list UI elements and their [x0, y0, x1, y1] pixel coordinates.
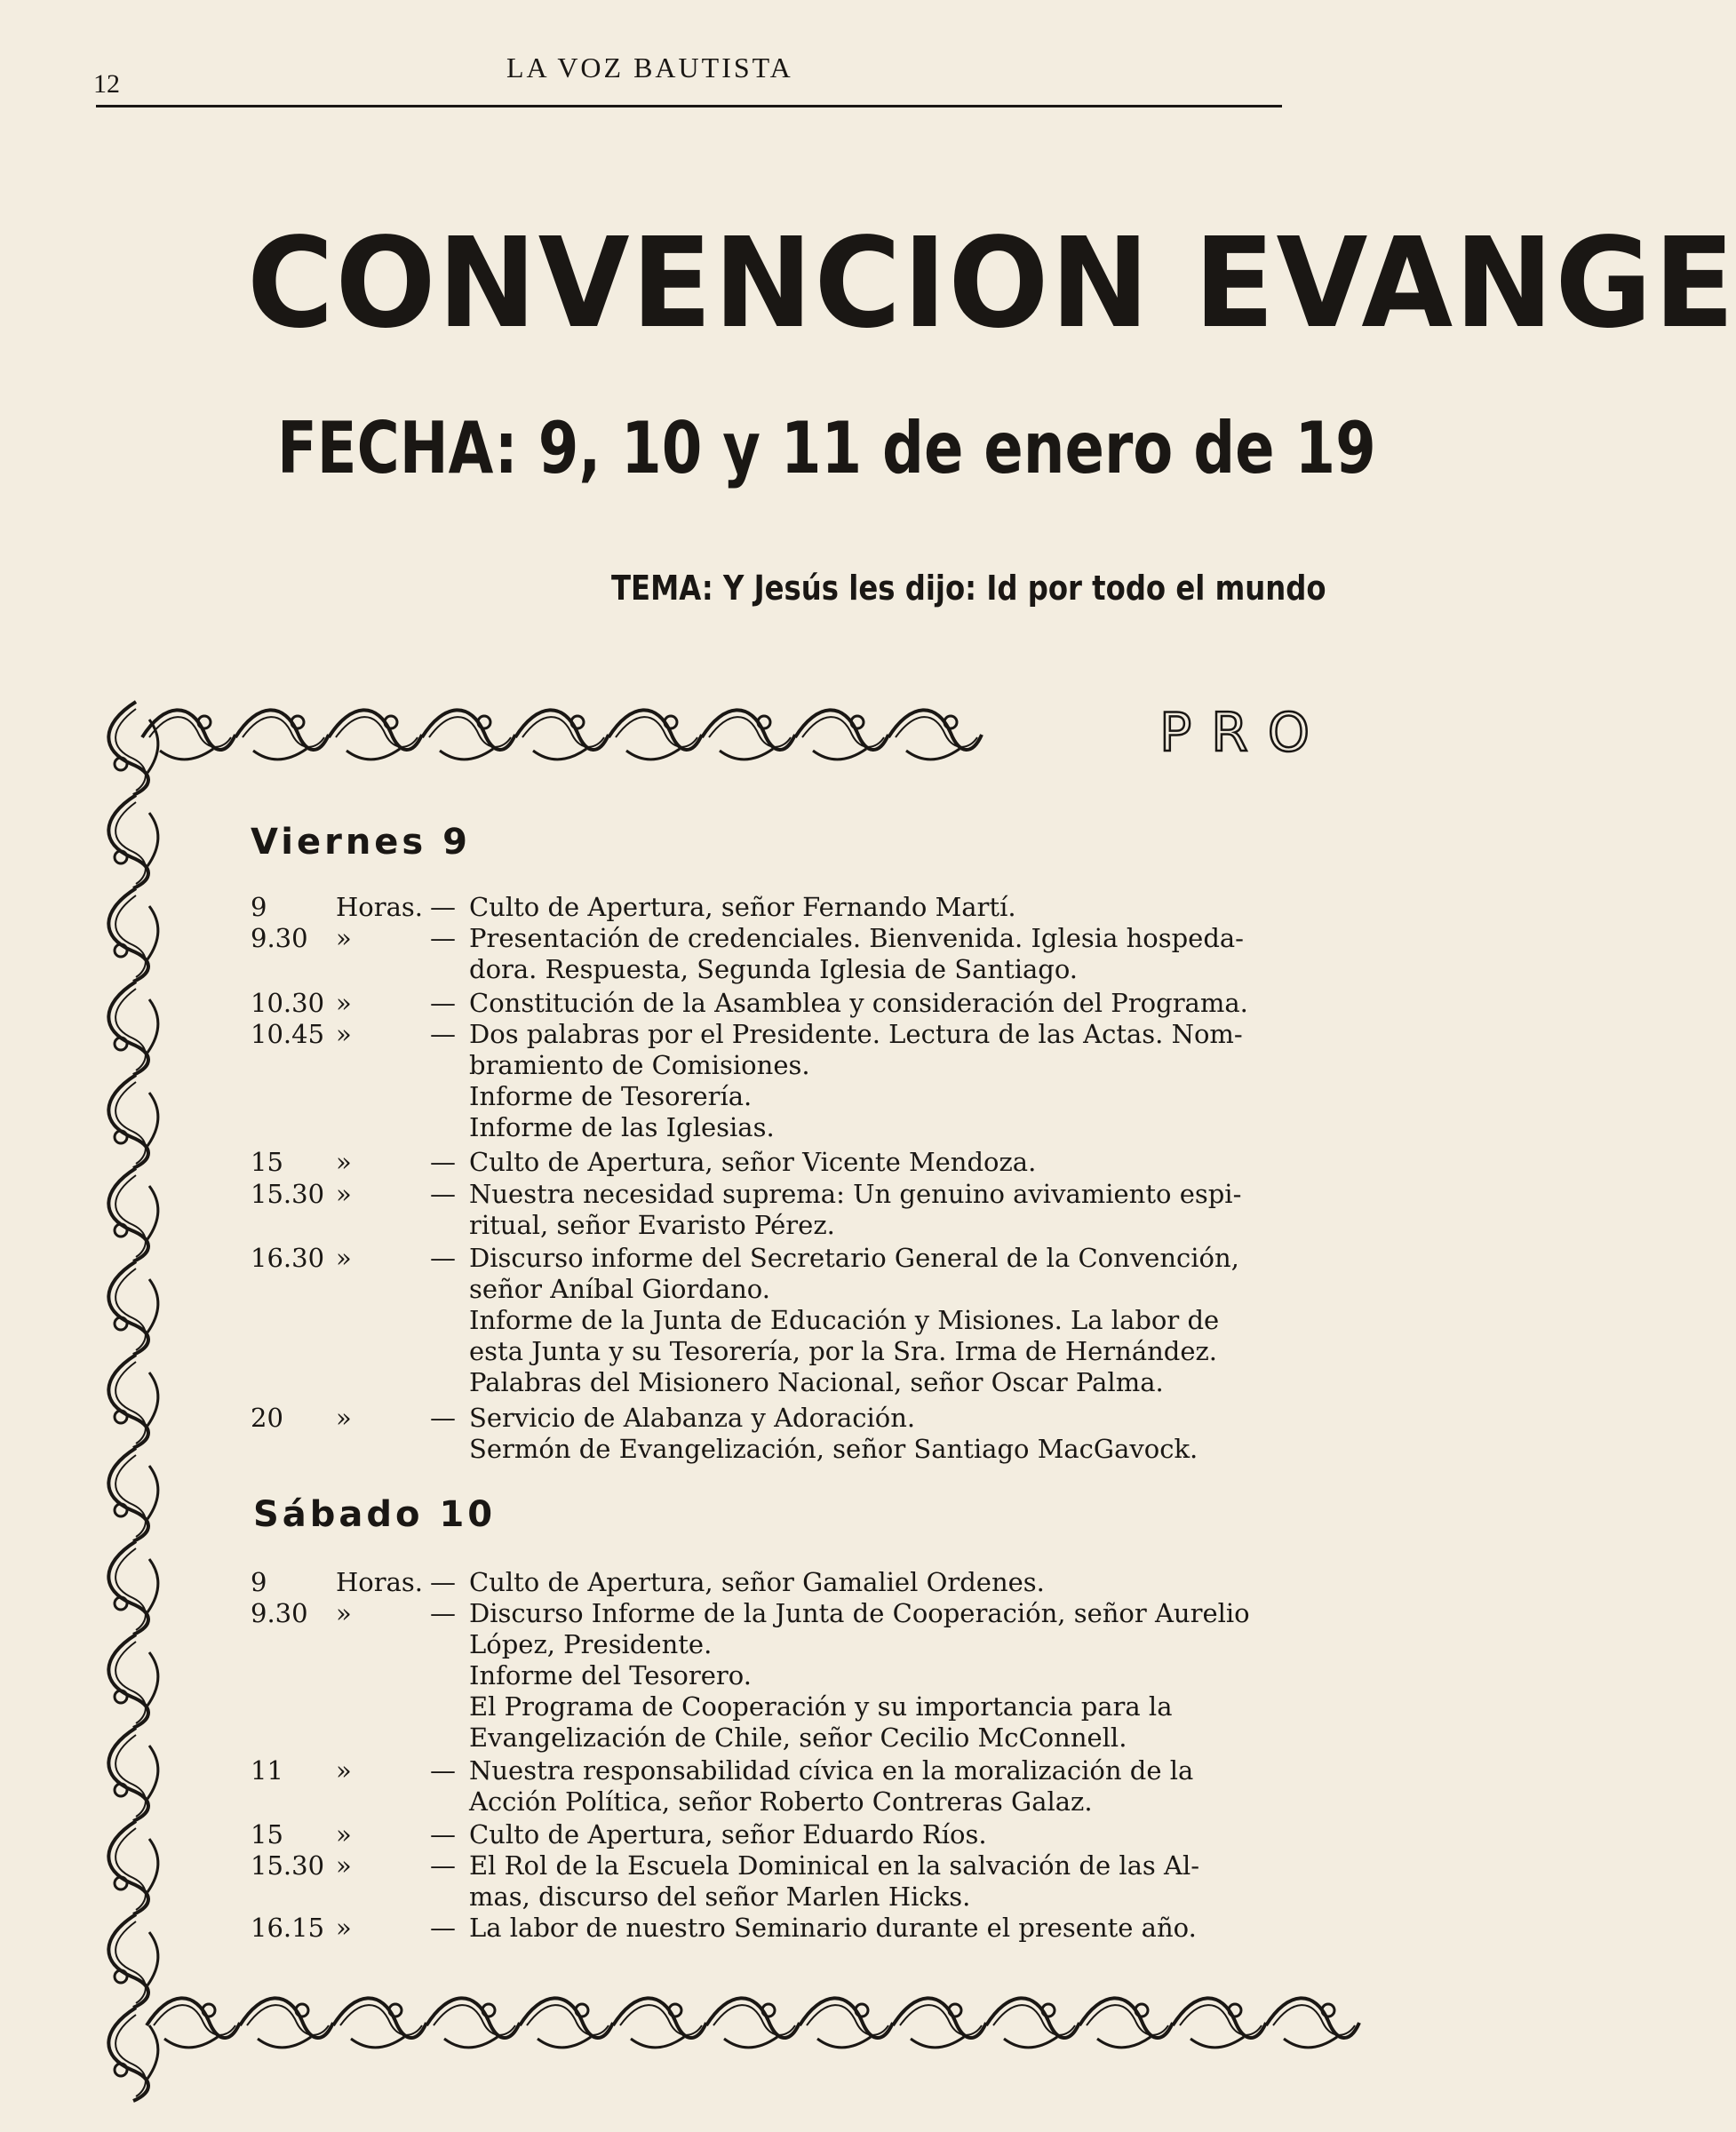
entry-unit: » [336, 923, 352, 953]
entry-line: Discurso Informe de la Junta de Cooperación, señor Aurelio [469, 1598, 1250, 1628]
entry-line: El Programa de Cooperación y su importancia para la [469, 1691, 1173, 1722]
entry-unit: » [336, 1598, 352, 1628]
day-heading: Viernes 9 [251, 822, 471, 863]
entry-line: Nuestra necesidad suprema: Un genuino avivamiento espi- [469, 1179, 1242, 1209]
entry-unit: » [336, 1755, 352, 1786]
entry-line: Servicio de Alabanza y Adoración. [469, 1403, 916, 1433]
entry-time: 15 [251, 1819, 283, 1850]
entry-unit: Horas. [336, 892, 424, 922]
entry-dash: — [430, 1147, 456, 1177]
entry-dash: — [430, 1598, 456, 1628]
entry-dash: — [430, 923, 456, 953]
entry-dash: — [430, 1850, 456, 1881]
entry-time: 11 [251, 1755, 283, 1786]
entry-line: bramiento de Comisiones. [469, 1050, 810, 1080]
entry-line: Dos palabras por el Presidente. Lectura de las Actas. Nom- [469, 1019, 1243, 1049]
entry-line: Palabras del Misionero Nacional, señor Oscar Palma. [469, 1367, 1164, 1397]
entry-unit: Horas. [336, 1567, 424, 1597]
entry-line: López, Presidente. [469, 1629, 713, 1659]
entry-dash: — [430, 892, 456, 922]
entry-time: 9 [251, 892, 267, 922]
entry-unit: » [336, 1403, 352, 1433]
entry-time: 10.45 [251, 1019, 325, 1049]
border-bottom [147, 1998, 1359, 2048]
entry-time: 9.30 [251, 1598, 308, 1628]
entry-dash: — [430, 1567, 456, 1597]
entry-line: Informe de la Junta de Educación y Misiones. La labor de [469, 1305, 1220, 1335]
entry-line: Culto de Apertura, señor Eduardo Ríos. [469, 1819, 987, 1850]
entry-line: Acción Política, señor Roberto Contreras Galaz. [469, 1786, 1093, 1817]
entry-line: Discurso informe del Secretario General de la Convención, [469, 1243, 1239, 1273]
border-left [108, 702, 158, 2101]
entry-time: 9.30 [251, 923, 308, 953]
entry-unit: » [336, 1179, 352, 1209]
entry-time: 16.15 [251, 1913, 325, 1943]
entry-line: ritual, señor Evaristo Pérez. [469, 1210, 835, 1240]
date-line: FECHA: 9, 10 y 11 de enero de 19 [277, 407, 1376, 489]
entry-unit: » [336, 1913, 352, 1943]
entry-unit: » [336, 1850, 352, 1881]
entry-line: Evangelización de Chile, señor Cecilio McConnell. [469, 1722, 1127, 1753]
entry-dash: — [430, 1819, 456, 1850]
page-title: CONVENCION EVANGE [247, 211, 1736, 356]
entry-unit: » [336, 988, 352, 1018]
entry-line: Culto de Apertura, señor Fernando Martí. [469, 892, 1016, 922]
entry-line: La labor de nuestro Seminario durante el presente año. [469, 1913, 1197, 1943]
entry-unit: » [336, 1819, 352, 1850]
entry-line: El Rol de la Escuela Dominical en la salvación de las Al- [469, 1850, 1200, 1881]
entry-line: Presentación de credenciales. Bienvenida. Iglesia hospeda- [469, 923, 1244, 953]
entry-time: 9 [251, 1567, 267, 1597]
entry-time: 15.30 [251, 1179, 325, 1209]
entry-line: dora. Respuesta, Segunda Iglesia de Santiago. [469, 954, 1079, 984]
entry-time: 15 [251, 1147, 283, 1177]
entry-dash: — [430, 1755, 456, 1786]
entry-line: Informe del Tesorero. [469, 1660, 752, 1690]
entry-dash: — [430, 1179, 456, 1209]
entry-line: Informe de Tesorería. [469, 1081, 753, 1111]
entry-line: Culto de Apertura, señor Gamaliel Ordenes. [469, 1567, 1045, 1597]
entry-dash: — [430, 1403, 456, 1433]
border-top [142, 710, 982, 760]
program-heading: PRO [1159, 702, 1330, 764]
entry-unit: » [336, 1147, 352, 1177]
entry-line: Nuestra responsabilidad cívica en la moralización de la [469, 1755, 1194, 1786]
entry-dash: — [430, 1243, 456, 1273]
entry-time: 16.30 [251, 1243, 325, 1273]
entry-unit: » [336, 1243, 352, 1273]
day-heading: Sábado 10 [253, 1494, 497, 1535]
entry-line: Sermón de Evangelización, señor Santiago MacGavock. [469, 1434, 1198, 1464]
entry-line: esta Junta y su Tesorería, por la Sra. Irma de Hernández. [469, 1336, 1218, 1366]
entry-line: Constitución de la Asamblea y consideración del Programa. [469, 988, 1248, 1018]
entry-time: 15.30 [251, 1850, 325, 1881]
running-title: LA VOZ BAUTISTA [506, 52, 793, 84]
theme-line: TEMA: Y Jesús les dijo: Id por todo el mundo [611, 569, 1326, 608]
entry-unit: » [336, 1019, 352, 1049]
entry-time: 10.30 [251, 988, 325, 1018]
entry-line: Culto de Apertura, señor Vicente Mendoza. [469, 1147, 1037, 1177]
entry-dash: — [430, 988, 456, 1018]
entry-line: mas, discurso del señor Marlen Hicks. [469, 1881, 971, 1912]
entry-line: señor Aníbal Giordano. [469, 1274, 770, 1304]
entry-line: Informe de las Iglesias. [469, 1112, 775, 1142]
entry-dash: — [430, 1913, 456, 1943]
page-number: 12 [93, 69, 120, 99]
entry-time: 20 [251, 1403, 283, 1433]
entry-dash: — [430, 1019, 456, 1049]
